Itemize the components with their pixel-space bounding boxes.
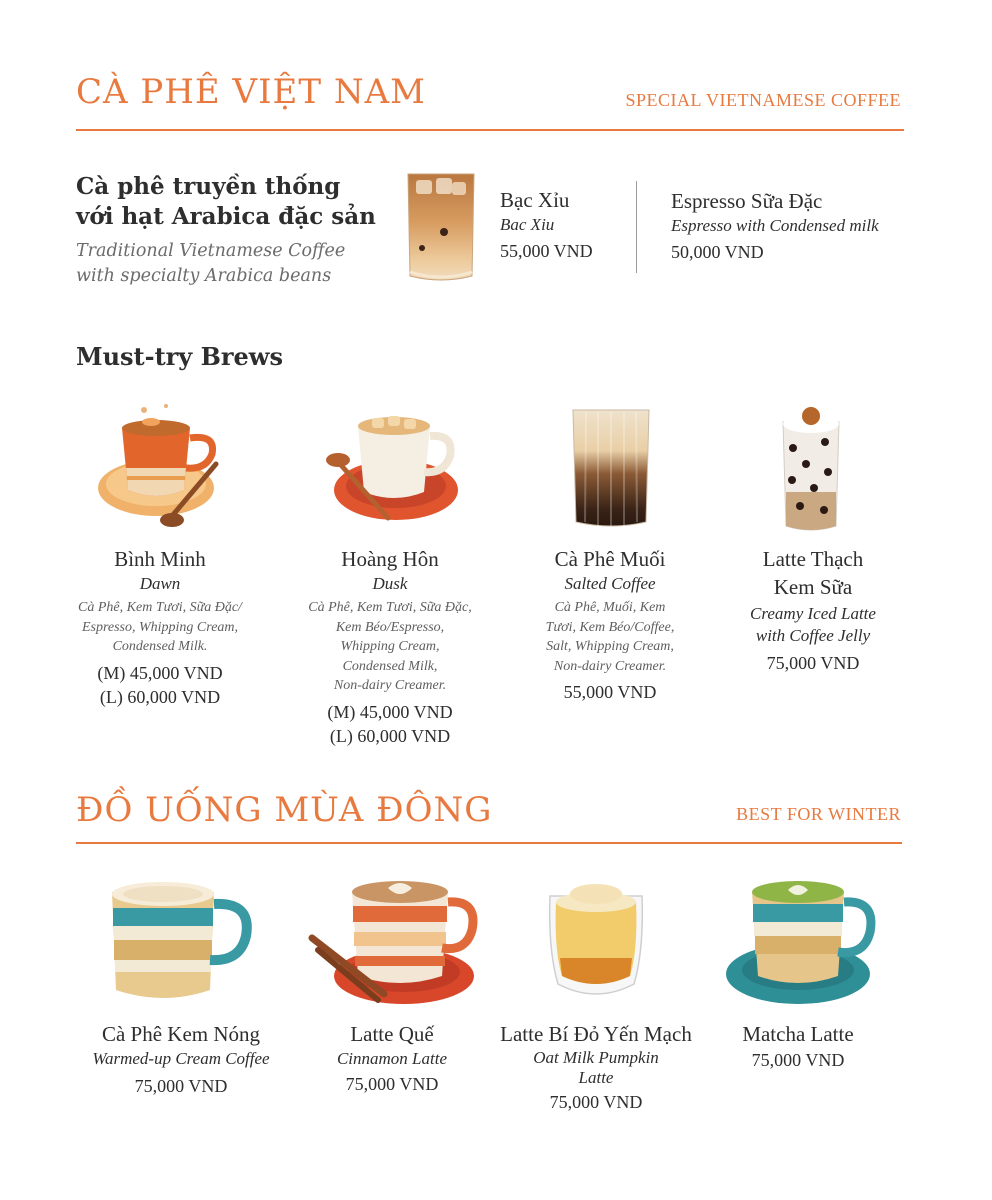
item-english: Espresso with Condensed milk [671, 216, 879, 235]
binh-minh-image [96, 398, 226, 532]
item-english: Cinnamon Latte [336, 1049, 448, 1068]
menu-item-latte-que [300, 1020, 484, 1096]
item-name: Bạc Xỉu [500, 188, 570, 212]
item-price: 75,000 VND [134, 1076, 228, 1096]
menu-item-ca-phe-kem-nong [72, 1020, 290, 1098]
matcha-latte-image [722, 878, 878, 1006]
latte-que-image [308, 878, 480, 1006]
item-name: Cà Phê Muối [554, 547, 666, 571]
item-ingredients: Cà Phê, Kem Tươi, Sữa Đặc/ Espresso, Whipping Cream, Condensed Milk. [78, 600, 242, 654]
item-name: Latte Thạch Kem Sữa [762, 547, 864, 599]
item-english: Dawn [139, 574, 181, 593]
menu-item-ca-phe-muoi [514, 545, 706, 704]
menu-item-latte-bi-do [490, 1020, 702, 1114]
menu-item-binh-minh [60, 545, 260, 709]
item-english: Oat Milk Pumpkin Latte [533, 1048, 659, 1087]
section-subtitle-vietnamese-coffee: SPECIAL VIETNAMESE COFFEE [625, 90, 901, 110]
item-ingredients: Cà Phê, Kem Tươi, Sữa Đặc, Kem Béo/Espresso, Whipping Cream, Condensed Milk, Non-dairy Creamer. [308, 600, 472, 693]
section-divider [76, 129, 904, 131]
item-name: Espresso Sữa Đặc [671, 189, 823, 213]
item-name: Matcha Latte [742, 1022, 854, 1046]
latte-bi-do-image [544, 880, 648, 1004]
ca-phe-kem-nong-image [106, 878, 254, 1008]
item-price: 75,000 VND [549, 1092, 643, 1112]
item-name: Latte Bí Đỏ Yến Mạch [500, 1022, 692, 1046]
menu-item-latte-thach [720, 545, 906, 675]
item-price: (M) 45,000 VND (L) 60,000 VND [327, 701, 453, 746]
section-title-vietnamese-coffee: CÀ PHÊ VIỆT NAM [76, 72, 426, 112]
item-price: 55,000 VND [500, 241, 593, 261]
item-english: Bac Xiu [500, 215, 555, 234]
intro-vietnamese: Cà phê truyền thống với hạt Arabica đặc sản [76, 173, 376, 230]
menu-item-matcha-latte [716, 1020, 880, 1072]
item-price: 50,000 VND [671, 242, 764, 262]
menu-item-hoang-hon [290, 545, 490, 748]
bac-xiu-image [402, 168, 480, 284]
hoang-hon-image [320, 398, 460, 532]
latte-thach-image [778, 402, 844, 534]
item-price: 75,000 VND [345, 1074, 439, 1094]
item-english: Salted Coffee [564, 574, 656, 593]
section-divider [76, 842, 902, 844]
item-divider [636, 181, 637, 273]
ca-phe-muoi-image [568, 404, 654, 532]
item-price: (M) 45,000 VND (L) 60,000 VND [97, 662, 223, 707]
item-name: Cà Phê Kem Nóng [101, 1022, 261, 1046]
item-english: Creamy Iced Latte with Coffee Jelly [750, 604, 876, 645]
item-name: Latte Quế [350, 1022, 434, 1046]
item-price: 75,000 VND [766, 653, 860, 673]
must-try-heading: Must-try Brews [76, 342, 283, 371]
item-name: Hoàng Hôn [341, 547, 439, 571]
item-english: Dusk [372, 574, 408, 593]
section-subtitle-winter: BEST FOR WINTER [736, 804, 901, 824]
item-name: Bình Minh [114, 547, 206, 571]
menu-item-espresso-condensed [671, 187, 911, 264]
menu-item-bac-xiu [500, 186, 630, 263]
section-title-winter: ĐỒ UỐNG MÙA ĐÔNG [76, 790, 493, 830]
item-english: Warmed-up Cream Coffee [92, 1049, 270, 1068]
item-price: 75,000 VND [751, 1050, 845, 1070]
item-price: 55,000 VND [563, 682, 657, 702]
item-ingredients: Cà Phê, Muối, Kem Tươi, Kem Béo/Coffee, Salt, Whipping Cream, Non-dairy Creamer. [545, 600, 675, 674]
intro-english: Traditional Vietnamese Coffee with specialty Arabica beans [76, 241, 346, 286]
